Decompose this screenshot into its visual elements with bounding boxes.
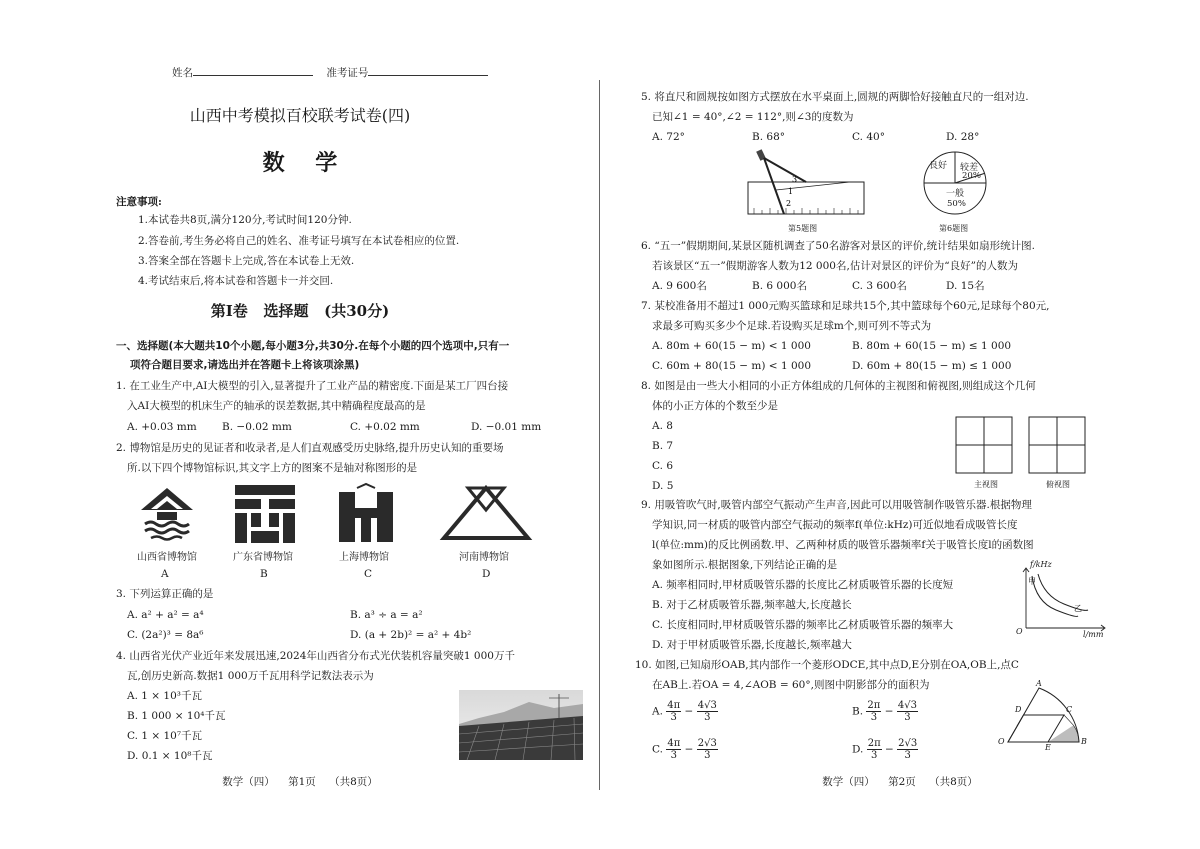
q10-point-a: A — [1036, 679, 1042, 688]
guangdong-museum-logo-icon — [233, 483, 297, 545]
q10-line2: 在AB上.若OA = 4,∠AOB = 60°,则图中阴影部分的面积为 — [652, 679, 930, 691]
museum-name-b: 广东省博物馆 — [233, 552, 293, 563]
q1-line1: 1. 在工业生产中,AI大模型的引入,显著提升了工业产品的精密度.下面是某工厂四台接 — [116, 380, 509, 392]
note-item-2: 2.答卷前,考生务必将自己的姓名、准考证号填写在本试卷相应的位置. — [138, 235, 460, 247]
q8-front-view-label: 主视图 — [974, 480, 998, 489]
shanghai-museum-logo-icon — [337, 484, 395, 544]
q7-line1: 7. 某校准备用不超过1 000元购买篮球和足球共15个,其中篮球每个60元,足球每个80元, — [641, 300, 1050, 312]
q8-option-a[interactable]: A. 8 — [652, 420, 673, 432]
museum-name-a: 山西省博物馆 — [137, 552, 197, 563]
q8-front-view — [955, 416, 1015, 474]
q4-option-d[interactable]: D. 0.1 × 10⁸千瓦 — [127, 750, 213, 762]
q4-option-c[interactable]: C. 1 × 10⁷千瓦 — [127, 730, 203, 742]
q4-option-b[interactable]: B. 1 000 × 10⁴千瓦 — [127, 710, 226, 722]
q10-opt-d-minus: − — [885, 743, 894, 756]
museum-name-c: 上海博物馆 — [339, 552, 389, 563]
q5-line2: 已知∠1 = 40°,∠2 = 112°,则∠3的度数为 — [652, 111, 854, 123]
q9-option-b[interactable]: B. 对于乙材质吸管乐器,频率越大,长度越长 — [652, 599, 852, 611]
q3-option-d[interactable]: D. (a + 2b)² = a² + 4b² — [350, 629, 472, 641]
q5-angle-2-label: 2 — [786, 199, 792, 208]
q5-angle-3-label: 3 — [792, 175, 798, 184]
q9-option-c[interactable]: C. 长度相同时,甲材质吸管乐器的频率比乙材质吸管乐器的频率大 — [652, 619, 954, 631]
q10-opt-d-letter: D. — [852, 743, 864, 756]
exam-title: 山西中考模拟百校联考试卷(四) — [189, 106, 411, 125]
q9-line3: l(单位:mm)的反比例函数.甲、乙两种材质的吸管乐器频率f关于吸管长度l的函数图 — [652, 539, 1034, 551]
q6-fig-caption: 第6题图 — [939, 224, 969, 233]
q6-option-b[interactable]: B. 6 000名 — [752, 280, 807, 292]
q10-opt-d-frac2: $\frac{2√3}{3}$ — [898, 738, 918, 761]
q8-line1: 8. 如图是由一些大小相同的小正方体组成的几何体的主视图和俯视图,则组成这个几何 — [641, 380, 1036, 392]
q10-point-o: O — [998, 737, 1005, 746]
q5-option-a[interactable]: A. 72° — [652, 131, 685, 143]
section-title: 第Ⅰ卷 选择题 (共30分) — [210, 302, 390, 320]
q4-option-a[interactable]: A. 1 × 10³千瓦 — [127, 690, 202, 702]
q5-option-b[interactable]: B. 68° — [752, 131, 786, 143]
q9-curve-yi-label: 乙 — [1074, 604, 1082, 613]
q10-option-d[interactable] — [852, 738, 918, 761]
q5-line1: 5. 将直尺和圆规按如图方式摆放在水平桌面上,圆规的两脚恰好接触直尺的一组对边. — [641, 91, 1029, 103]
q5-ruler-compass-figure — [746, 148, 868, 220]
q5-fig-caption: 第5题图 — [788, 224, 818, 233]
note-item-4: 4.考试结束后,将本试卷和答题卡一并交回. — [138, 275, 334, 287]
name-label: 姓名 — [172, 67, 193, 79]
exam-no-label: 准考证号 — [326, 67, 369, 79]
q10-option-b[interactable] — [852, 700, 918, 723]
q2-option-c[interactable]: C — [364, 568, 373, 580]
section-instr-1: 一、选择题(本大题共10个小题,每小题3分,共30分.在每个小题的四个选项中,只有一 — [116, 340, 510, 352]
q9-x-axis-label: l/mm — [1083, 630, 1104, 639]
q4-line1: 4. 山西省光伏产业近年来发展迅速,2024年山西省分布式光伏装机容量突破1 000万千 — [116, 650, 515, 662]
q10-option-a[interactable] — [652, 700, 718, 723]
q3-option-c[interactable]: C. (2a²)³ = 8a⁶ — [127, 629, 204, 641]
q8-option-d[interactable]: D. 5 — [652, 480, 674, 492]
q1-option-d[interactable]: D. −0.01 mm — [471, 421, 542, 433]
q3-option-b[interactable]: B. a³ ÷ a = a² — [350, 609, 423, 621]
q3-option-a[interactable]: A. a² + a² = a⁴ — [127, 609, 204, 621]
q8-top-view — [1028, 416, 1088, 474]
pie-label-average-pct: 50% — [947, 199, 966, 209]
q8-option-c[interactable]: C. 6 — [652, 460, 674, 472]
footer-right: 数学（四） 第2页 （共8页） — [822, 776, 978, 788]
q10-option-c[interactable] — [652, 738, 718, 761]
q7-line2: 求最多可购买多少个足球.若设购买足球m个,则可列不等式为 — [652, 320, 932, 332]
q9-option-d[interactable]: D. 对于甲材质吸管乐器,长度越长,频率越大 — [652, 639, 852, 651]
exam-no-blank[interactable] — [368, 65, 488, 76]
q8-top-view-label: 俯视图 — [1046, 480, 1070, 489]
pie-label-average: 一般 — [946, 189, 965, 199]
name-blank[interactable] — [193, 65, 313, 76]
q10-point-b: B — [1081, 737, 1087, 746]
q10-opt-c-minus: − — [684, 743, 694, 756]
q9-origin-label: O — [1016, 627, 1023, 636]
q8-line2: 体的小正方体的个数至少是 — [652, 400, 778, 412]
q1-option-a[interactable]: A. +0.03 mm — [127, 421, 197, 433]
q6-option-c[interactable]: C. 3 600名 — [852, 280, 907, 292]
pie-label-good: 良好 — [929, 161, 948, 171]
q10-opt-c-letter: C. — [652, 743, 663, 756]
q10-opt-c-frac1: $\frac{4\pi}{3}$ — [667, 738, 681, 761]
q6-line2: 若该景区“五一”假期游客人数为12 000名,估计对景区的评价为“良好”的人数为 — [652, 260, 1019, 272]
note-item-3: 3.答案全部在答题卡上完成,答在本试卷上无效. — [138, 255, 355, 267]
q1-option-c[interactable]: C. +0.02 mm — [350, 421, 420, 433]
subject-title: 数 学 — [262, 151, 338, 176]
q10-opt-a-frac1: $\frac{4\pi}{3}$ — [667, 700, 681, 723]
notes-title: 注意事项: — [116, 196, 162, 208]
henan-museum-logo-icon — [440, 484, 532, 542]
q7-option-b[interactable]: B. 80m + 60(15 − m) ≤ 1 000 — [852, 340, 1012, 352]
q9-option-a[interactable]: A. 频率相同时,甲材质吸管乐器的长度比乙材质吸管乐器的长度短 — [652, 579, 954, 591]
q1-option-b[interactable]: B. −0.02 mm — [222, 421, 292, 433]
q10-line1: 10. 如图,已知扇形OAB,其内部作一个菱形ODCE,其中点D,E分别在OA,OB上,点C — [635, 659, 1019, 671]
q5-option-c[interactable]: C. 40° — [852, 131, 885, 143]
q10-opt-b-letter: B. — [852, 705, 864, 718]
q2-line2: 所.以下四个博物馆标识,其文字上方的图案不是轴对称图形的是 — [127, 462, 418, 474]
name-field — [172, 64, 488, 83]
footer-left: 数学（四） 第1页 （共8页） — [222, 776, 378, 788]
q9-line1: 9. 用吸管吹气时,吸管内部空气振动产生声音,因此可以用吸管制作吸管乐器.根据物理 — [641, 499, 1032, 511]
right-page — [600, 0, 1200, 849]
q10-opt-a-letter: A. — [652, 705, 663, 718]
q4-line2: 瓦,创历史新高.数据1 000万千瓦用科学记数法表示为 — [127, 670, 374, 682]
q7-option-c[interactable]: C. 60m + 80(15 − m) < 1 000 — [652, 360, 812, 372]
solar-panel-photo — [459, 690, 583, 760]
museum-name-d: 河南博物馆 — [459, 552, 509, 563]
q5-option-d[interactable]: D. 28° — [946, 131, 980, 143]
q6-option-a[interactable]: A. 9 600名 — [652, 280, 707, 292]
q10-point-d: D — [1015, 705, 1022, 714]
q1-line2: 入AI大模型的机床生产的轴承的误差数据,其中精确程度最高的是 — [127, 400, 426, 412]
q3-stem: 3. 下列运算正确的是 — [116, 588, 214, 600]
q2-option-b[interactable]: B — [260, 568, 268, 580]
q10-opt-c-frac2: $\frac{2√3}{3}$ — [697, 738, 717, 761]
q10-opt-a-frac2: $\frac{4√3}{3}$ — [697, 700, 717, 723]
q6-option-d[interactable]: D. 15名 — [946, 280, 985, 292]
q9-line4: 象如图所示.根据图象,下列结论正确的是 — [652, 559, 838, 571]
q10-opt-b-frac2: $\frac{4√3}{3}$ — [897, 700, 917, 723]
q7-option-a[interactable]: A. 80m + 60(15 − m) < 1 000 — [652, 340, 811, 352]
q10-opt-a-minus: − — [684, 705, 694, 718]
q10-point-e: E — [1045, 743, 1051, 752]
pie-label-poor: 较差 — [960, 163, 979, 173]
q10-opt-b-frac1: $\frac{2\pi}{3}$ — [867, 700, 881, 723]
q2-option-d[interactable]: D — [482, 568, 491, 580]
q6-line1: 6. “五一”假期期间,某景区随机调查了50名游客对景区的评价,统计结果如扇形统计图. — [641, 240, 1035, 252]
section-instr-2: 项符合题目要求,请选出并在答题卡上将该项涂黑) — [130, 359, 360, 371]
q9-curve-jia-label: 甲 — [1028, 577, 1036, 586]
q8-option-b[interactable]: B. 7 — [652, 440, 674, 452]
shanxi-museum-logo-icon — [137, 484, 197, 544]
q9-line2: 学知识,同一材质的吸管内部空气振动的频率f(单位:kHz)可近似地看成吸管长度 — [652, 519, 1018, 531]
q7-option-d[interactable]: D. 60m + 80(15 − m) ≤ 1 000 — [852, 360, 1012, 372]
note-item-1: 1.本试卷共8页,满分120分,考试时间120分钟. — [138, 214, 352, 226]
pie-label-poor-pct: 20% — [962, 171, 981, 181]
q10-opt-b-minus: − — [884, 705, 894, 718]
q2-option-a[interactable]: A — [161, 568, 169, 580]
q9-y-axis-label: f/kHz — [1030, 560, 1052, 569]
q10-point-c: C — [1066, 705, 1073, 714]
q5-angle-1-label: 1 — [788, 187, 794, 196]
q10-opt-d-frac1: $\frac{2\pi}{3}$ — [867, 738, 881, 761]
q2-line1: 2. 博物馆是历史的见证者和收录者,是人们直观感受历史脉络,提升历史认知的重要场 — [116, 442, 504, 454]
q10-sector-figure — [1000, 682, 1090, 750]
